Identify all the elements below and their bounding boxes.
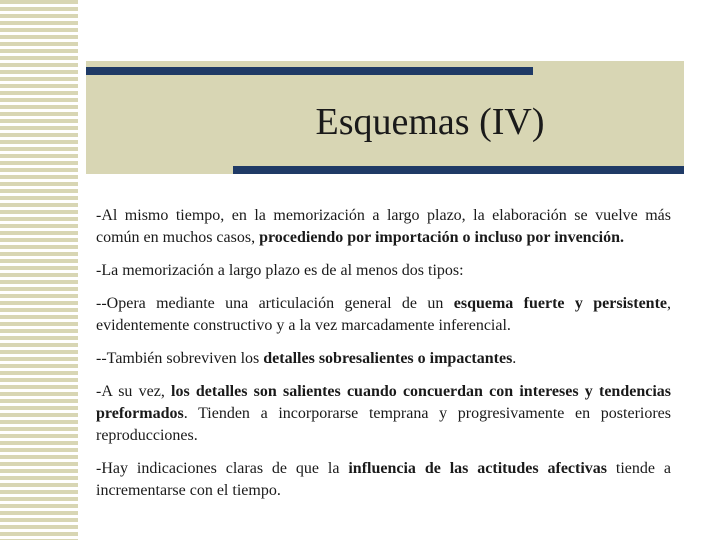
paragraph-1-bold: procediendo por importación o incluso por invención. (259, 229, 625, 246)
paragraph-3-text-a: --Opera mediante una articulación general de un (96, 295, 454, 312)
paragraph-2 (96, 260, 671, 282)
paragraph-5 (96, 381, 671, 447)
paragraph-3 (96, 293, 671, 337)
paragraph-4-bold: detalles sobresalientes o impactantes (263, 350, 513, 367)
paragraph-3-text-b: , evidentemente constructivo y a la vez marcadamente inferencial. (96, 295, 671, 334)
paragraph-6-bold: influencia de las actitudes afectivas (348, 460, 608, 477)
paragraph-5-text-b: . Tienden a incorporarse temprana y progresivamente en posteriores reproducciones. (96, 405, 671, 444)
decorative-stripes (0, 0, 78, 540)
title-bar-bottom (233, 166, 684, 174)
paragraph-1 (96, 205, 671, 249)
paragraph-5-bold: los detalles son salientes cuando concuerdan con intereses y tendencias preformados (96, 383, 671, 422)
paragraph-2-text: -La memorización a largo plazo es de al menos dos tipos: (96, 262, 464, 279)
paragraph-3-bold: esquema fuerte y persistente (453, 295, 667, 312)
paragraph-6 (96, 458, 671, 502)
paragraph-4-text-a: --También sobreviven los (96, 350, 264, 367)
paragraph-1-text: -Al mismo tiempo, en la memorización a largo plazo, la elaboración se vuelve más común en muchos casos, (96, 207, 671, 246)
title-bar-top (86, 67, 533, 75)
slide-content (96, 205, 671, 513)
slide-title: Esquemas (IV) (315, 101, 545, 143)
paragraph-4-text-b: . (512, 350, 517, 367)
paragraph-4 (96, 348, 671, 370)
paragraph-6-text-a: -Hay indicaciones claras de que la (96, 460, 349, 477)
paragraph-6-text-b: tiende a incrementarse con el tiempo. (96, 460, 671, 499)
paragraph-5-text-a: -A su vez, (96, 383, 172, 400)
stripes-edge (78, 0, 80, 540)
